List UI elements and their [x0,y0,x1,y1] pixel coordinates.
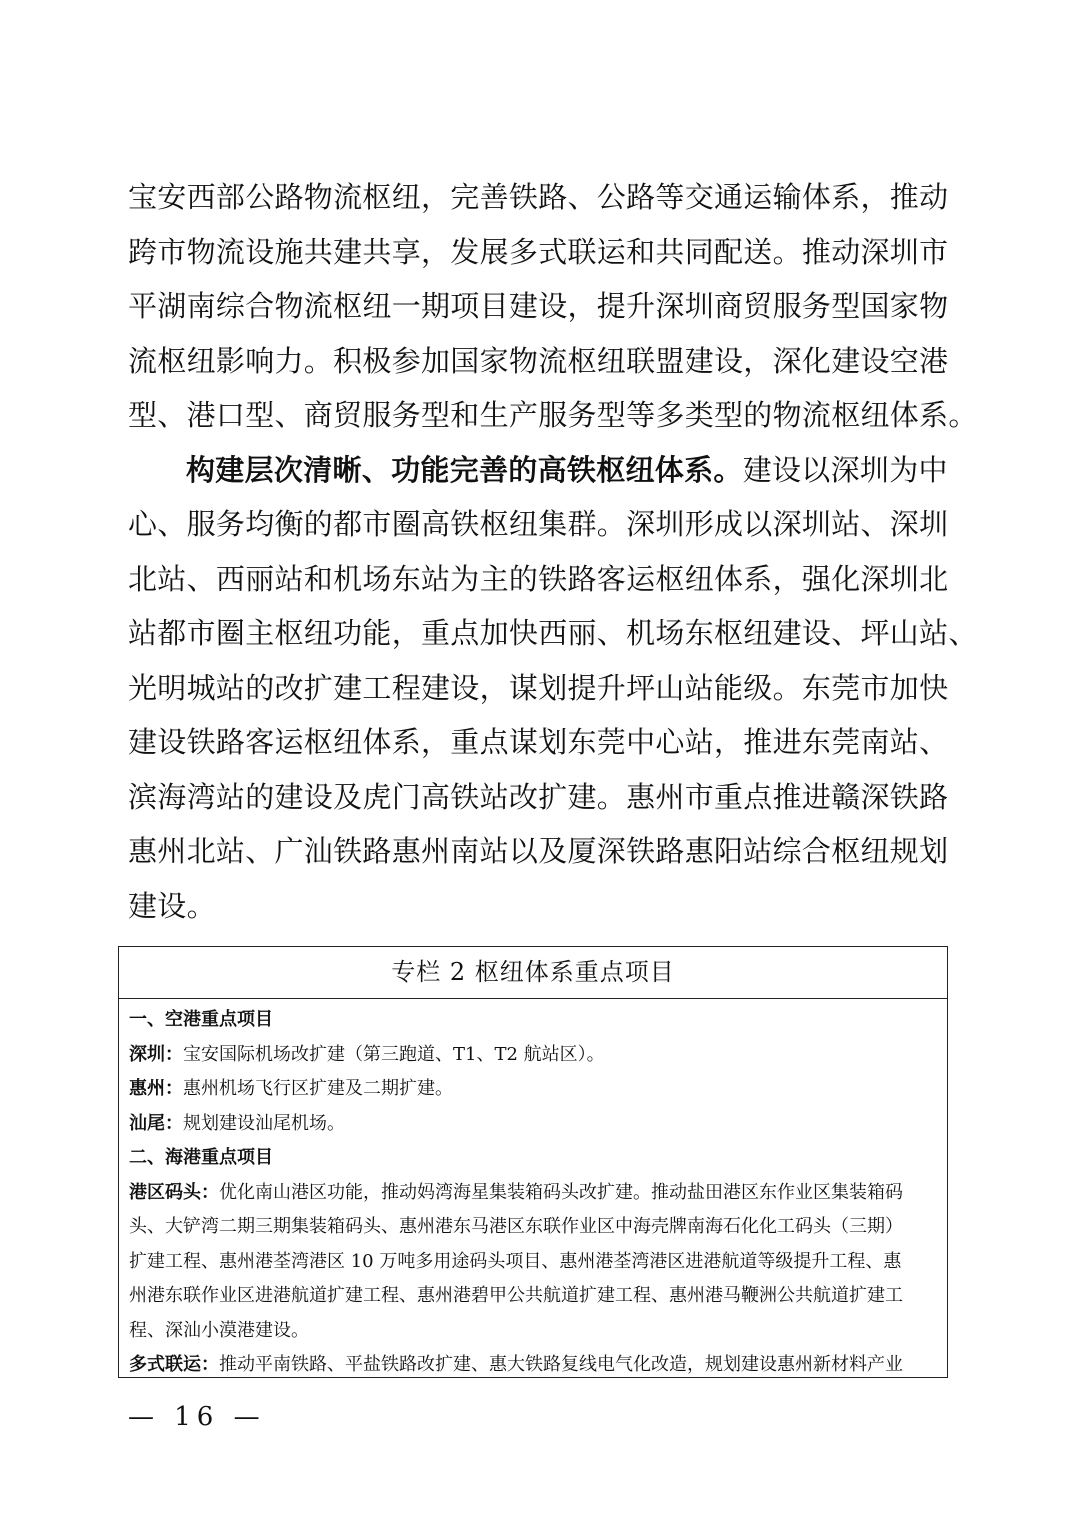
paragraph-heading: 构建层次清晰、功能完善的高铁枢纽体系。 [186,452,743,487]
text-line: 跨市物流设施共建共享，发展多式联运和共同配送。推动深圳市 [128,234,949,269]
project-item-multimodal [129,1348,937,1378]
text-line: 建设铁路客运枢纽体系，重点谋划东莞中心站，推进东莞南站、 [128,725,949,759]
text-line: 建设。 [128,888,216,923]
item-text: 惠州机场飞行区扩建及二期扩建。 [183,1078,453,1099]
page-number: — 16 — [128,1402,266,1432]
item-text: 宝安国际机场改扩建（第三跑道、T1、T2 航站区）。 [183,1043,605,1065]
item-text-line: 州港东联作业区进港航道扩建工程、惠州港碧甲公共航道扩建工程、惠州港马鞭洲公共航道扩建工 [129,1285,903,1306]
item-text: 规划建设汕尾机场。 [183,1112,345,1134]
text-line: 滨海湾站的建设及虎门高铁站改扩建。惠州市重点推进赣深铁路 [128,779,949,814]
box-body [119,999,947,1378]
item-label: 汕尾： [129,1112,183,1134]
item-label: 深圳： [129,1043,183,1065]
text-line: 流枢纽影响力。积极参加国家物流枢纽联盟建设，深化建设空港 [128,343,949,378]
text-line: 型、港口型、商贸服务型和生产服务型等多类型的物流枢纽体系。 [128,398,978,432]
item-label: 多式联运： [129,1354,219,1375]
item-label: 港区码头： [129,1181,219,1203]
text-line: 惠州北站、广汕铁路惠州南站以及厦深铁路惠阳站综合枢纽规划 [128,834,949,868]
section-heading-seaport: 二、海港重点项目 [129,1147,273,1168]
text-line [128,443,950,498]
project-item-shanwei [129,1107,937,1142]
paragraph-high-speed-rail [128,443,978,934]
project-item-huizhou [129,1072,937,1107]
text-line: 心、服务均衡的都市圈高铁枢纽集群。深圳形成以深圳站、深圳 [128,507,949,541]
item-text-line: 扩建工程、惠州港荃湾港区 10 万吨多用途码头项目、惠州港荃湾港区进港航道等级提升工程、惠 [129,1250,902,1272]
item-text: 优化南山港区功能，推动妈湾海星集装箱码头改扩建。推动盐田港区东作业区集装箱码 [219,1181,903,1203]
item-label: 惠州： [129,1078,183,1099]
paragraph-logistics [128,170,978,443]
section-heading-airport: 一、空港重点项目 [129,1009,273,1030]
text-line: 平湖南综合物流枢纽一期项目建设，提升深圳商贸服务型国家物 [128,289,949,323]
heading-line-rest: 建设以深圳为中 [742,452,948,487]
item-text: 推动平南铁路、平盐铁路改扩建、惠大铁路复线电气化改造，规划建设惠州新材料产业 [219,1354,903,1375]
item-text-line: 程、深汕小漠港建设。 [129,1319,309,1341]
project-item-shenzhen [129,1038,937,1073]
main-text [128,170,978,933]
box-title: 专栏 2 枢纽体系重点项目 [119,947,947,999]
text-line: 光明城站的改扩建工程建设，谋划提升坪山站能级。东莞市加快 [128,670,949,705]
text-line: 宝安西部公路物流枢纽，完善铁路、公路等交通运输体系，推动 [128,180,949,214]
text-line: 站都市圈主枢纽功能，重点加快西丽、机场东枢纽建设、坪山站、 [128,616,978,650]
project-item-port [129,1176,937,1211]
item-text-line: 头、大铲湾二期三期集装箱码头、惠州港东马港区东联作业区中海壳牌南海石化化工码头（三期） [129,1216,903,1237]
text-line: 北站、西丽站和机场东站为主的铁路客运枢纽体系，强化深圳北 [128,561,949,596]
key-projects-box [118,946,948,1378]
